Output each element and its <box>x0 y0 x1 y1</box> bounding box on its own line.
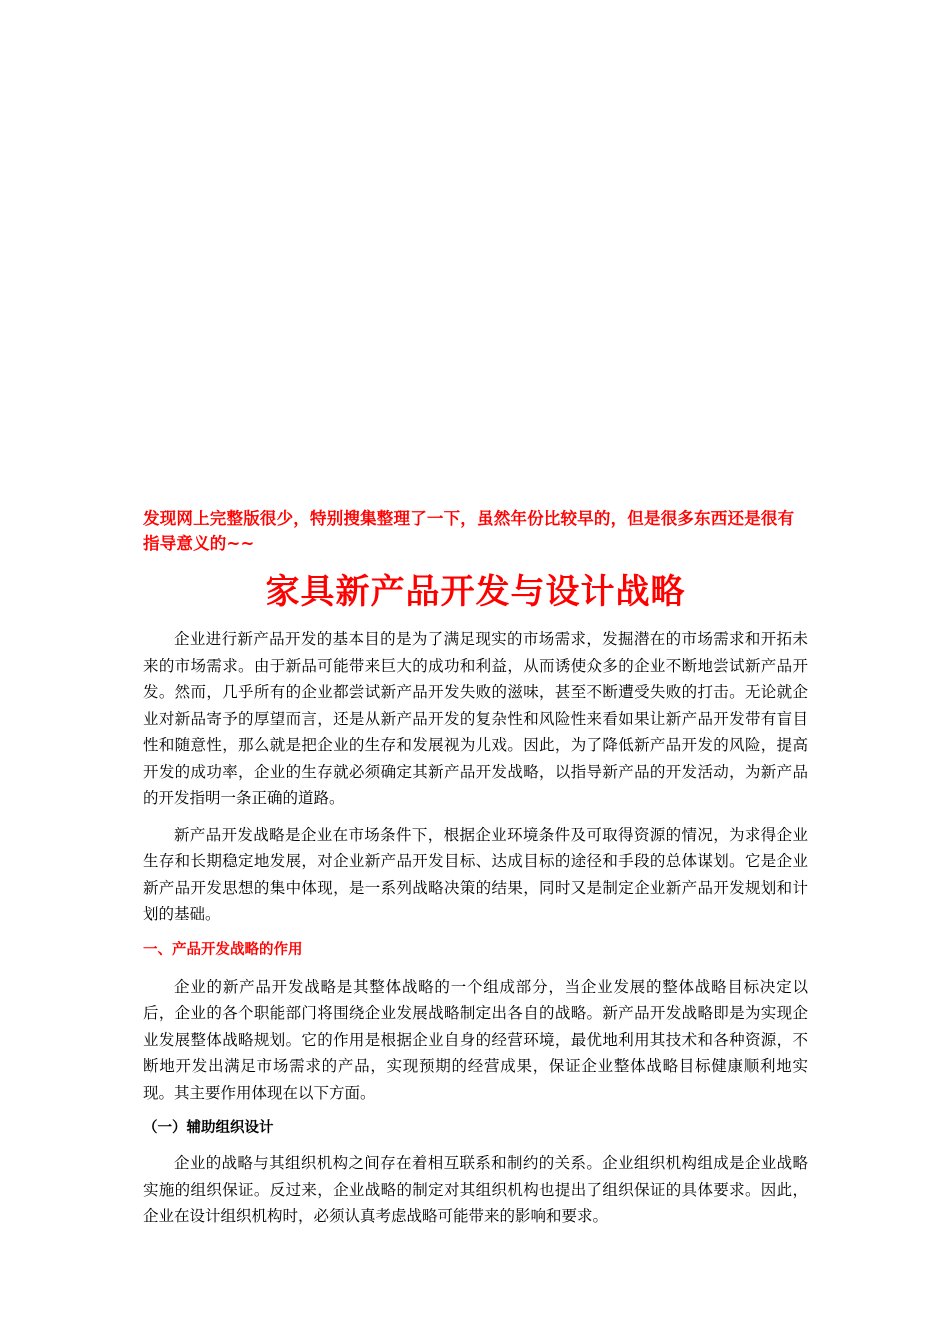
body-paragraph: 企业进行新产品开发的基本目的是为了满足现实的市场需求，发掘潜在的市场需求和开拓未来的市场需求。由于新品可能带来巨大的成功和利益，从而诱使众多的企业不断地尝试新产品开发。然而，几乎所有的企业都尝试新产品开发失败的滋味，甚至不断遭受失败的打击。无论就企业对新品寄予的厚望而言，还是从新产品开发的复杂性和风险性来看如果让新产品开发带有盲目性和随意性，那么就是把企业的生存和发展视为儿戏。因此，为了降低新产品开发的风险，提高开发的成功率，企业的生存就必须确定其新产品开发战略，以指导新产品的开发活动，为新产品的开发指明一条正确的道路。 <box>143 630 808 807</box>
intro-note: 发现网上完整版很少，特别搜集整理了一下，虽然年份比较早的，但是很多东西还是很有指导意义的~~ <box>143 509 795 553</box>
subsection-heading: （一）辅助组织设计 <box>143 1120 274 1136</box>
document-page <box>143 506 808 1240</box>
body-paragraph: 新产品开发战略是企业在市场条件下，根据企业环境条件及可取得资源的情况，为求得企业生存和长期稳定地发展，对企业新产品开发目标、达成目标的途径和手段的总体谋划。它是企业新产品开发思想的集中体现，是一系列战略决策的结果，同时又是制定企业新产品开发规划和计划的基础。 <box>143 825 808 923</box>
subsection-paragraph: 企业的战略与其组织机构之间存在着相互联系和制约的关系。企业组织机构组成是企业战略实施的组织保证。反过来，企业战略的制定对其组织机构也提出了组织保证的具体要求。因此，企业在设计组织机构时，必须认真考虑战略可能带来的影响和要求。 <box>143 1154 808 1225</box>
document-title: 家具新产品开发与设计战略 <box>265 572 686 612</box>
section-paragraph: 企业的新产品开发战略是其整体战略的一个组成部分，当企业发展的整体战略目标决定以后，企业的各个职能部门将围绕企业发展战略制定出各自的战略。新产品开发战略即是为实现企业发展整体战略规划。它的作用是根据企业自身的经营环境，最优地利用其技术和各种资源，不断地开发出满足市场需求的产品，实现预期的经营成果，保证企业整体战略目标健康顺利地实现。其主要作用体现在以下方面。 <box>143 977 808 1102</box>
section-heading: 一、产品开发战略的作用 <box>143 941 303 958</box>
